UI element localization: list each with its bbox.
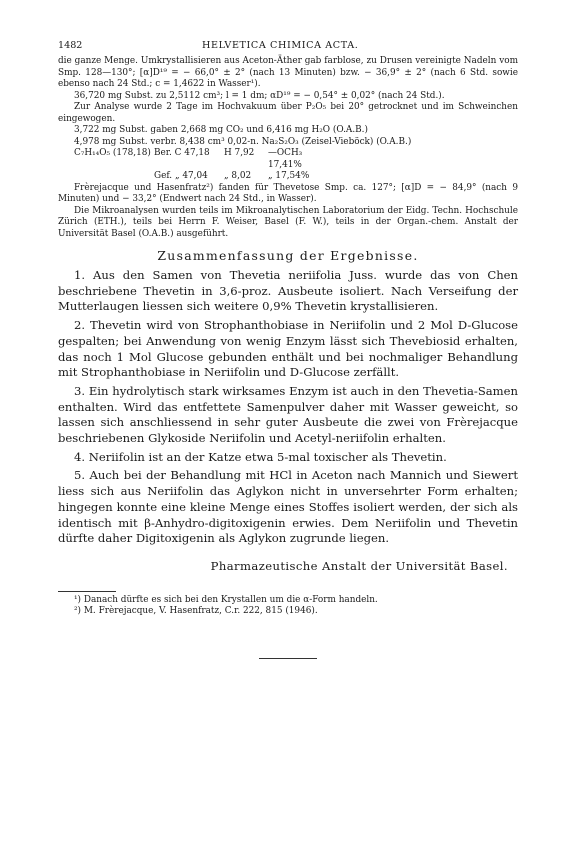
gef-hydrogen: „ 8,02 — [224, 171, 252, 181]
analysis-line-1: 3,722 mg Subst. gaben 2,668 mg CO₂ und 6,416 mg H₂O (O.A.B.) — [74, 125, 368, 135]
running-header — [58, 40, 518, 56]
summary-item: 2. Thevetin wird von Strophanthobiase in Neriifolin und 2 Mol D-Glucose gespalten; bei Anwendung von wenig Enzym lässt sich Thevebiosid erhalten, das noch 1 Mol Glucose gebunden enthält und bei nochmaliger Behandlung mit Strophanthobiase in Neriifolin und D-Glucose zerfällt. — [58, 318, 518, 380]
summary-list — [58, 268, 518, 547]
microanalysis-note: Die Mikroanalysen wurden teils im Mikroanalytischen Laboratorium der Eidg. Techn. Hochschule Zürich (ETH.), teils bei Herrn F. Weiser, Basel (F. W.), teils in der Organ.-chem. Anstalt der Universität Basel (O.A.B.) ausgeführt. — [58, 205, 518, 239]
formula-gef-row — [74, 171, 518, 183]
analysis-block — [58, 125, 518, 183]
footnotes — [58, 595, 518, 618]
institution-signature: Pharmazeutische Anstalt der Universität Basel. — [210, 558, 508, 573]
page-number: 1482 — [58, 40, 83, 51]
end-divider — [259, 658, 317, 659]
ber-carbon: Ber. C 47,18 — [154, 148, 210, 158]
summary-item: 5. Auch bei der Behandlung mit HCl in Aceton nach Mannich und Siewert liess sich aus Neriifolin das Aglykon nicht in unversehrter Form erhalten; hingegen konnte eine kleine Menge eines Stoffes isoliert werden, der sich als identisch mit β-Anhydro-digitoxigenin erwies. Dem Neriifolin und Thevetin dürfte daher Digitoxigenin als Aglykon zugrunde liegen. — [58, 468, 518, 546]
summary-item: 4. Neriifolin ist an der Katze etwa 5-mal toxischer als Thevetin. — [74, 449, 447, 464]
rotation-measurement: 36,720 mg Subst. zu 2,5112 cm³; l = 1 dm; αD¹⁹ = − 0,54° ± 0,02° (nach 24 Std.). — [74, 90, 445, 101]
summary-item: 3. Ein hydrolytisch stark wirksames Enzym ist auch in den Thevetia-Samen enthalten. Wird das entfettete Samenpulver daher mit Wasser geweicht, so lassen sich anschliessend in sehr guter Ausbeute die zwei von Frèrejacque beschriebenen Glykoside Neriifolin und Acetyl-neriifolin erhalten. — [58, 383, 518, 446]
experimental-section — [58, 56, 518, 240]
compound-formula: C₇H₁₄O₅ (178,18) — [74, 148, 151, 158]
footnote: ²) M. Frèrejacque, V. Hasenfratz, C.r. 222, 815 (1946). — [74, 606, 318, 617]
summary-item: 1. Aus den Samen von Thevetia neriifolia Juss. wurde das von Chen beschriebene Thevetin in 3,6-proz. Ausbeute isoliert. Nach Verseifung der Mutterlaugen liessen sich weitere 0,9% Thevetin krystallisieren. — [58, 268, 518, 314]
journal-title: HELVETICA CHIMICA ACTA. — [202, 40, 359, 51]
analysis-line-2: 4,978 mg Subst. verbr. 8,438 cm³ 0,02-n. Na₂S₂O₃ (Zeisel-Vieböck) (O.A.B.) — [74, 136, 412, 147]
gef-carbon: Gef. „ 47,04 — [154, 171, 208, 181]
ber-methoxy: —OCH₃ 17,41% — [268, 148, 303, 170]
summary-title: Zusammenfassung der Ergebnisse. — [157, 248, 419, 263]
footnote-divider — [58, 591, 116, 592]
analysis-note: Zur Analyse wurde 2 Tage im Hochvakuum über P₂O₅ bei 20° getrocknet und im Schweinchen eingewogen. — [58, 102, 518, 124]
formula-ber-row — [74, 148, 518, 171]
footnote: ¹) Danach dürfte es sich bei den Krystallen um die α-Form handeln. — [74, 594, 378, 605]
experimental-paragraph: die ganze Menge. Umkrystallisieren aus Aceton-Äther gab farblose, zu Drusen vereinigte Nadeln vom Smp. 128—130°; [α]D¹⁹ = − 66,0° ± 2° (nach 13 Minuten) bzw. − 36,9° ± 2° (nach 6 Std. sowie ebenso nach 24 Std.; c = 1,4622 in Wasser¹). — [58, 56, 518, 89]
ber-hydrogen: H 7,92 — [224, 148, 255, 158]
literature-comparison: Frèrejacque und Hasenfratz²) fanden für Thevetose Smp. ca. 127°; [α]D = − 84,9° (nach 9 Minuten) und − 33,2° (Endwert nach 24 Std., in Wasser). — [58, 182, 518, 204]
page — [58, 40, 518, 659]
gef-methoxy: „ 17,54% — [268, 171, 310, 181]
